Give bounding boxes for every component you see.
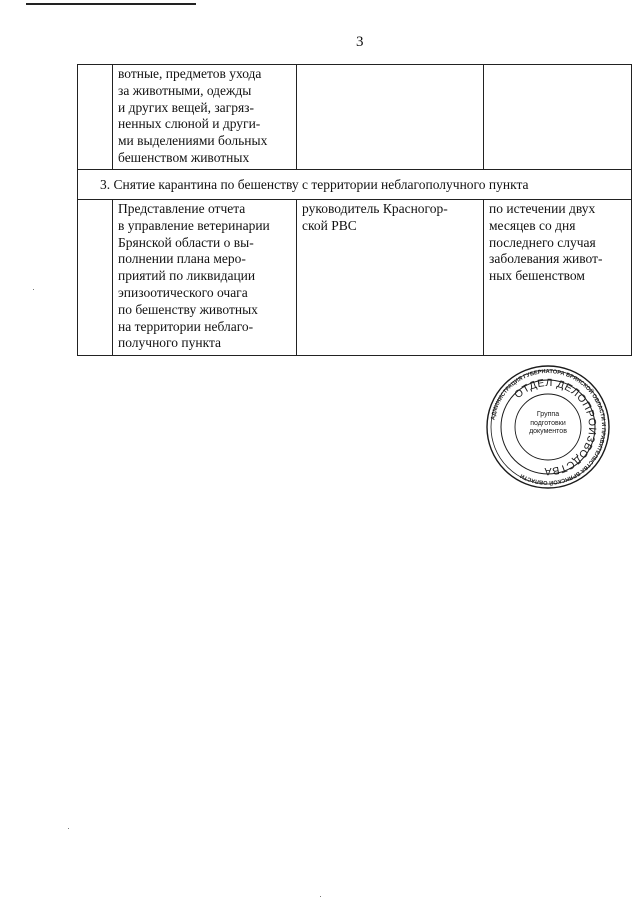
scan-speck (33, 289, 34, 290)
section-heading: 3. Снятие карантина по бешенству с территории неблагополучного пункта (78, 170, 632, 200)
measure-cell (113, 200, 297, 356)
responsible-text (297, 65, 483, 66)
measure-cell (113, 65, 297, 170)
stamp-middle-text: ОТДЕЛ ДЕЛОПРОИЗВОДСТВА (512, 376, 599, 478)
responsible-text: руководитель Красногор- ской РВС (302, 201, 448, 233)
deadline-cell (484, 200, 632, 356)
responsible-cell (297, 200, 484, 356)
stamp-center (520, 411, 576, 445)
responsible-cell (297, 65, 484, 170)
top-rule (26, 3, 196, 5)
scan-speck (68, 828, 69, 829)
stamp-center-text: Группа подготовки документов (529, 411, 567, 435)
scan-speck (320, 896, 321, 897)
measures-table (77, 64, 632, 356)
section-heading-row (78, 170, 632, 200)
measure-text: вотные, предметов ухода за животными, одежды и других вещей, загряз- ненных слюной и други- ми выделениями больных бешенством животных (118, 66, 268, 165)
deadline-text: по истечении двух месяцев со дня последнего случая заболевания живот- ных бешенством (489, 201, 603, 284)
page-number: 3 (356, 34, 364, 50)
deadline-cell (484, 65, 632, 170)
measure-text: Представление отчета в управление ветеринарии Брянской области о вы- полнении плана меро- приятий по ликвидации эпизоотического очага по бешенству животных на территории неблаго- получного пункта (118, 201, 270, 351)
stamp-outer-text: АДМИНИСТРАЦИЯ ГУБЕРНАТОРА БРЯНСКОЙ ОБЛАСТИ И ПРАВИТЕЛЬСТВА БРЯНСКОЙ ОБЛАСТИ (490, 368, 607, 486)
table-row (78, 65, 632, 170)
table-row (78, 200, 632, 356)
number-cell (78, 65, 113, 170)
number-cell (78, 200, 113, 356)
office-stamp (486, 365, 610, 489)
deadline-text (484, 65, 631, 66)
